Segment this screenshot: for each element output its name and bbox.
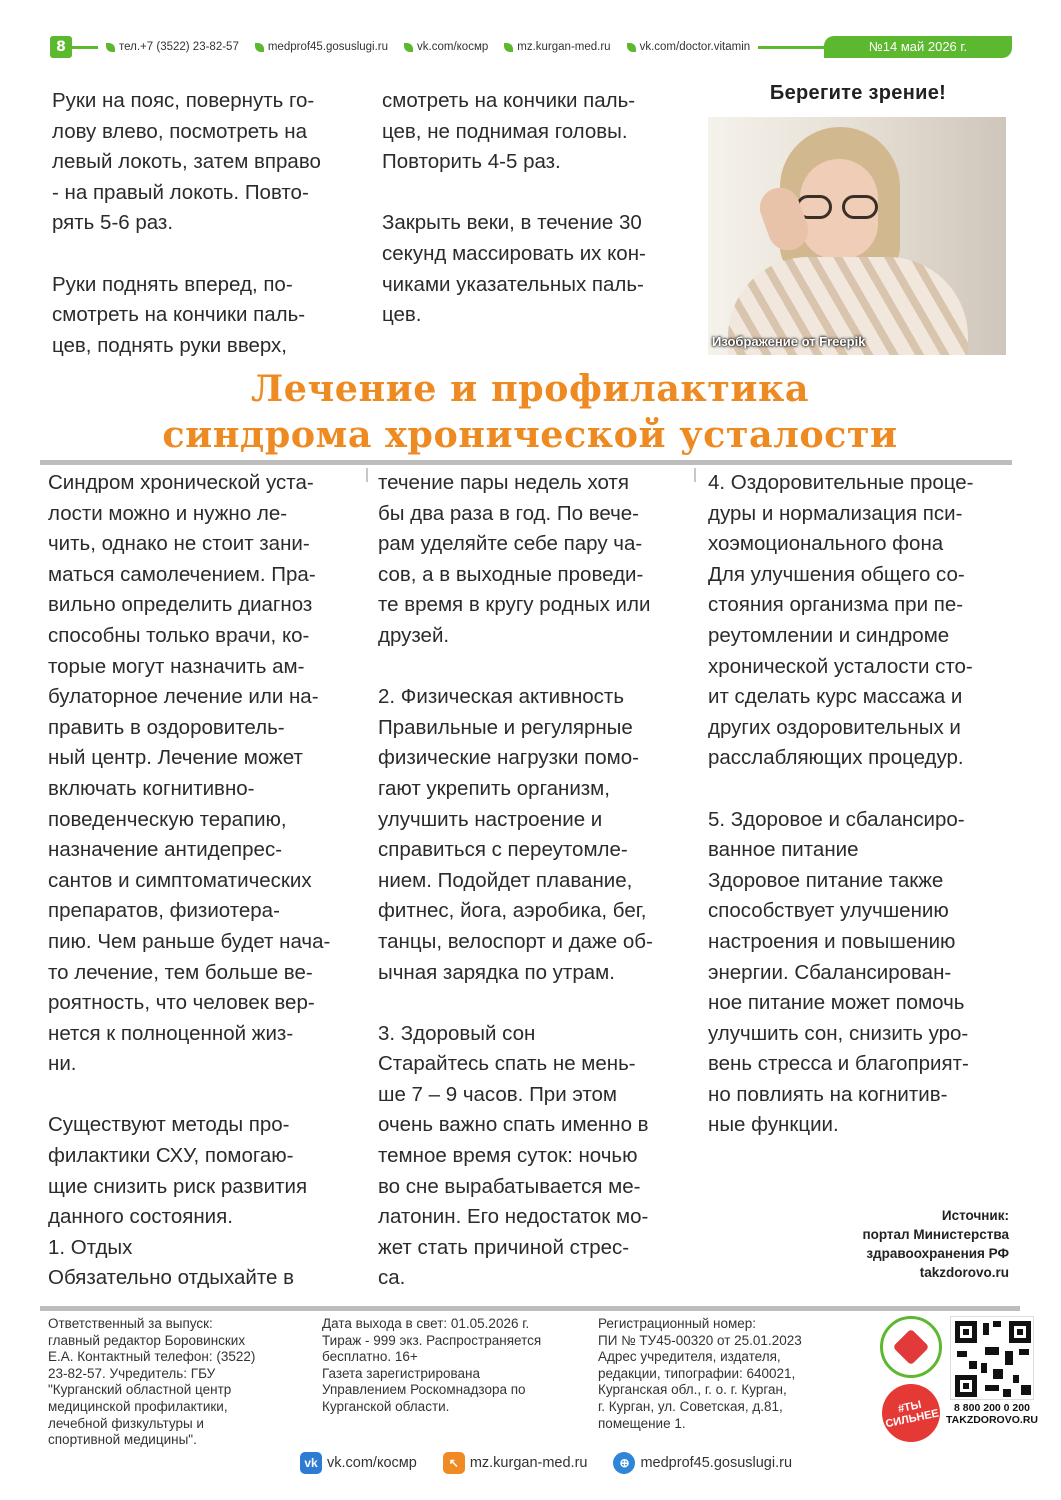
sidebar-title: Берегите зрение!	[769, 82, 947, 104]
header-link-vk[interactable]: vk.com/космр	[404, 36, 488, 58]
header-link-gosuslugi[interactable]: medprof45.gosuslugi.ru	[255, 36, 388, 58]
headline-line-1: Лечение и профилактика	[251, 367, 809, 410]
footer-links	[300, 1452, 792, 1474]
footer-logos	[880, 1316, 942, 1431]
article-column-3	[708, 468, 1010, 1172]
article-column-2	[378, 468, 680, 1325]
glasses-icon	[796, 195, 882, 219]
sidebar-box	[708, 82, 1008, 355]
header-link-doctor-vitamin[interactable]: vk.com/doctor.vitamin	[627, 36, 751, 58]
issue-number: №14 май 2026 г.	[824, 36, 1012, 58]
health-center-logo-icon	[880, 1316, 942, 1378]
footer-link-gosuslugi[interactable]: ⊕ medprof45.gosuslugi.ru	[613, 1452, 792, 1474]
footer-link-mz[interactable]: ↖ mz.kurgan-med.ru	[443, 1452, 588, 1474]
page-number: 8	[50, 36, 72, 58]
heart-icon	[893, 1329, 930, 1366]
leaf-icon	[106, 43, 115, 52]
headline-line-2: синдрома хронической усталости	[162, 413, 898, 456]
headline-divider	[40, 460, 1012, 465]
ty-silnee-badge: #ТЫ СИЛЬНЕЕ	[877, 1379, 946, 1448]
imprint-editor: Ответственный за выпуск: главный редактор Боровинских Е.А. Контактный телефон: (3522) 23-82-57. Учредитель: ГБУ "Курганский областной центр медицинской профилактики, лечебной физкультуры и спортивной медицины".	[48, 1316, 256, 1448]
globe-icon: ⊕	[613, 1452, 635, 1474]
hotline-text: 8 800 200 0 200 TAKZDOROVO.RU	[946, 1402, 1038, 1426]
footer-link-vk[interactable]: vk vk.com/космр	[300, 1452, 417, 1474]
imprint-publication: Дата выхода в свет: 01.05.2026 г. Тираж - 999 экз. Распространяется бесплатно. 16+ Газета зарегистрирована Управлением Роскомнадзора по Курганской области.	[322, 1316, 542, 1414]
leaf-icon	[504, 43, 513, 52]
header-phone: тел.+7 (3522) 23-82-57	[106, 36, 239, 58]
paragraph: 2. Физическая активность Правильные и регулярные физические нагрузки помо- гают укрепить организм, улучшить настроение и справиться с переутомле- нием. Подойдет плавание, фитнес, йога, аэробика, бег, танцы, велоспорт и даже об- ычная зарядка по утрам.	[378, 685, 653, 984]
footer-divider	[40, 1306, 1020, 1311]
article-headline	[40, 366, 1020, 458]
header-contacts	[98, 36, 758, 58]
imprint-registration: Регистрационный номер: ПИ № ТУ45-00320 от 25.01.2023 Адрес учредителя, издателя, редакции, типографии: 640021, Курганская обл., г. о. г. Курган, г. Курган, ул. Советская, д.81, помещение 1.	[598, 1316, 802, 1431]
column-divider	[366, 468, 368, 482]
woman-glasses-photo	[708, 117, 1006, 355]
paragraph: Существуют методы про- филактики СХУ, помогаю- щие снизить риск развития данного состояния. 1. Отдых Обязательно отдыхайте в	[48, 1113, 308, 1290]
article-source: Источник: портал Министерства здравоохранения РФ takzdorovo.ru	[862, 1208, 1009, 1280]
paragraph: 3. Здоровый сон Старайтесь спать не мень- ше 7 – 9 часов. При этом очень важно спать именно в темное время суток: ночью во сне вырабатывается ме- латонин. Его недостаток мо- жет стать причиной стрес- са.	[378, 1021, 649, 1290]
paragraph: течение пары недель хотя бы два раза в год. По вече- рам уделяйте себе пару ча- сов, а в выходные проведи- те время в кругу родных или друзей.	[378, 471, 651, 647]
page-header	[50, 36, 1012, 58]
cursor-arrow-icon: ↖	[443, 1452, 465, 1474]
article-column-1	[48, 468, 350, 1325]
header-link-mz[interactable]: mz.kurgan-med.ru	[504, 36, 610, 58]
upper-column-2: смотреть на кончики паль- цев, не поднимая головы. Повторить 4-5 раз. Закрыть веки, в течение 30 секунд массировать их кон- чиками указательных паль- цев.	[382, 89, 646, 327]
qr-code-icon[interactable]	[950, 1316, 1034, 1400]
upper-column-1: Руки на пояс, повернуть го- лову влево, посмотреть на левый локоть, затем вправо - на правый локоть. Повто- рять 5-6 раз. Руки поднять вперед, по- смотреть на кончики паль- цев, поднять руки вверх,	[52, 89, 321, 357]
column-divider	[694, 468, 696, 482]
photo-credit: Изображение от Freepik	[712, 334, 866, 349]
paragraph: Синдром хронической уста- лости можно и нужно ле- чить, однако не стоит зани- маться самолечением. Пра- вильно определить диагноз способны только врачи, ко- торые могут назначить ам- булаторное лечение или на- править в оздоровитель- ный центр. Лечение может включать когнитивно- поведенческую терапию, назначение антидепрес- сантов и симптоматических препаратов, физиотера- пию. Чем раньше будет нача- то лечение, тем больше ве- роятность, что человек вер- нется к полноценной жиз- ни.	[48, 471, 331, 1076]
vk-icon: vk	[300, 1452, 322, 1474]
leaf-icon	[627, 43, 636, 52]
leaf-icon	[404, 43, 413, 52]
leaf-icon	[255, 43, 264, 52]
paragraph: 5. Здоровое и сбалансиро- ванное питание Здоровое питание также способствует улучшению настроения и повышению энергии. Сбалансирован- ное питание может помочь улучшить сон, снизить уро- вень стресса и благоприят- но повлиять на когнитив- ные функции.	[708, 807, 969, 1137]
paragraph: 4. Оздоровительные проце- дуры и нормализация пси- хоэмоционального фона Для улучшения общего со- стояния организма при пе- реутомлении и синдроме хронической усталости сто- ит сделать курс массажа и других оздоровительных и расслабляющих процедур.	[708, 471, 974, 770]
